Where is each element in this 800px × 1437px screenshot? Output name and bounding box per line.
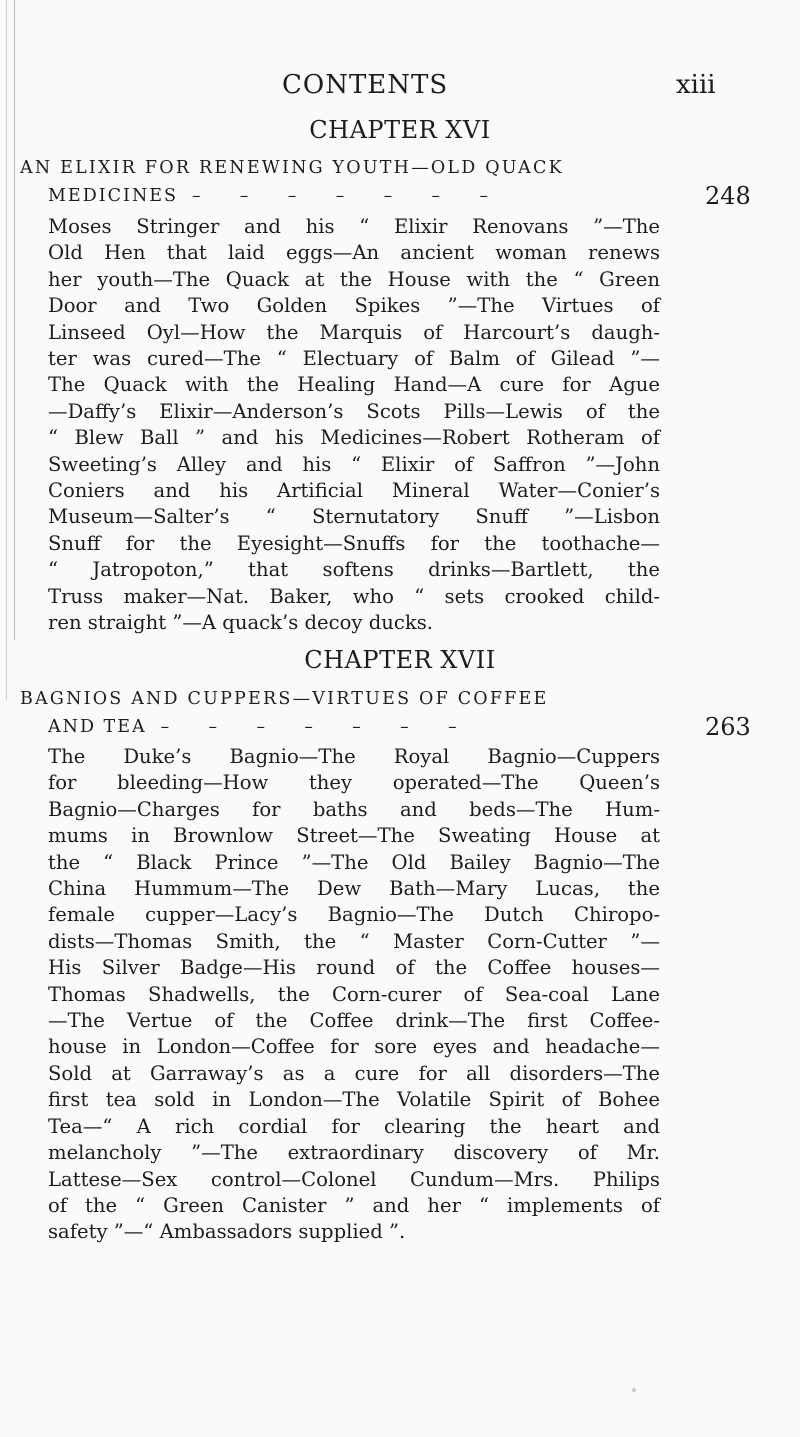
summary-line: for bleeding—How they operated—The Queen’s: [48, 771, 660, 795]
summary-line: Moses Stringer and his “ Elixir Renovans ”—The: [48, 215, 660, 238]
summary-line: His Silver Badge—His round of the Coffee houses—: [48, 956, 660, 980]
summary-line: Lattese—Sex control—Colonel Cundum—Mrs. Philips: [48, 1167, 660, 1191]
page-speck: [632, 1388, 636, 1392]
summary-line: “ Jatropoton,” that softens drinks—Bartlett, the: [48, 558, 660, 582]
summary-line: The Duke’s Bagnio—The Royal Bagnio—Cuppers: [48, 745, 660, 768]
chapter-title-line: BAGNIOS AND CUPPERS—VIRTUES OF COFFEE: [20, 689, 549, 709]
summary-line: The Quack with the Healing Hand—A cure for Ague: [48, 373, 660, 397]
summary-line: Linseed Oyl—How the Marquis of Harcourt’s daugh-: [48, 320, 660, 344]
chapter-title-text: MEDICINES: [48, 186, 179, 206]
summary-line: Truss maker—Nat. Baker, who “ sets crooked child-: [48, 584, 660, 608]
summary-line: the “ Black Prince ”—The Old Bailey Bagnio—The: [48, 850, 660, 874]
summary-line: China Hummum—The Dew Bath—Mary Lucas, the: [48, 877, 660, 901]
summary-line: Door and Two Golden Spikes ”—The Virtues of: [48, 294, 660, 318]
chapter-page-number: 248: [705, 182, 751, 210]
summary-line: mums in Brownlow Street—The Sweating House at: [48, 824, 660, 848]
leader-dashes: – – – – – – –: [192, 186, 505, 206]
running-head-title: CONTENTS: [282, 70, 449, 100]
summary-line: Sold at Garraway’s as a cure for all disorders—The: [48, 1061, 660, 1085]
summary-line: Sweeting’s Alley and his “ Elixir of Saffron ”—John: [48, 452, 660, 476]
chapter-summary: [48, 214, 660, 637]
summary-line: safety ”—“ Ambassadors supplied ”.: [48, 1220, 406, 1244]
chapter-summary: [48, 744, 660, 1246]
chapter-title-line: [48, 717, 474, 737]
summary-line: of the “ Green Canister ” and her “ implements of: [48, 1193, 660, 1217]
summary-line: Old Hen that laid eggs—An ancient woman renews: [48, 241, 660, 265]
chapter-heading: CHAPTER XVI: [309, 116, 491, 144]
summary-line: first tea sold in London—The Volatile Spirit of Bohee: [48, 1088, 660, 1112]
running-head-page-number: xiii: [676, 70, 716, 100]
summary-line: ter was cured—The “ Electuary of Balm of Gilead ”—: [48, 347, 660, 371]
running-head: [0, 70, 800, 110]
summary-line: Tea—“ A rich cordial for clearing the heart and: [48, 1114, 660, 1138]
summary-line: dists—Thomas Smith, the “ Master Corn-Cutter ”—: [48, 929, 660, 953]
chapter-page-number: 263: [705, 713, 751, 741]
summary-line: house in London—Coffee for sore eyes and headache—: [48, 1035, 660, 1059]
chapter-title-text: AND TEA: [48, 717, 147, 737]
summary-line: —Daffy’s Elixir—Anderson’s Scots Pills—Lewis of the: [48, 399, 660, 423]
chapter-heading: CHAPTER XVII: [304, 646, 496, 674]
summary-line: ren straight ”—A quack’s decoy ducks.: [48, 611, 434, 635]
summary-line: Thomas Shadwells, the Corn-curer of Sea-coal Lane: [48, 982, 660, 1006]
summary-line: “ Blew Ball ” and his Medicines—Robert Rotheram of: [48, 426, 660, 450]
chapter-title-line: [48, 186, 505, 206]
summary-line: Bagnio—Charges for baths and beds—The Hum-: [48, 797, 660, 821]
summary-line: melancholy ”—The extraordinary discovery of Mr.: [48, 1141, 660, 1165]
summary-line: female cupper—Lacy’s Bagnio—The Dutch Chiropo-: [48, 903, 660, 927]
summary-line: Museum—Salter’s “ Sternutatory Snuff ”—Lisbon: [48, 505, 660, 529]
chapter-title-line: AN ELIXIR FOR RENEWING YOUTH—OLD QUACK: [20, 158, 564, 178]
summary-line: her youth—The Quack at the House with the “ Green: [48, 267, 660, 291]
leader-dashes: – – – – – – –: [160, 717, 474, 737]
summary-line: —The Vertue of the Coffee drink—The first Coffee-: [48, 1009, 660, 1033]
summary-line: Coniers and his Artificial Mineral Water—Conier’s: [48, 479, 660, 503]
summary-line: Snuff for the Eyesight—Snuffs for the toothache—: [48, 531, 660, 555]
